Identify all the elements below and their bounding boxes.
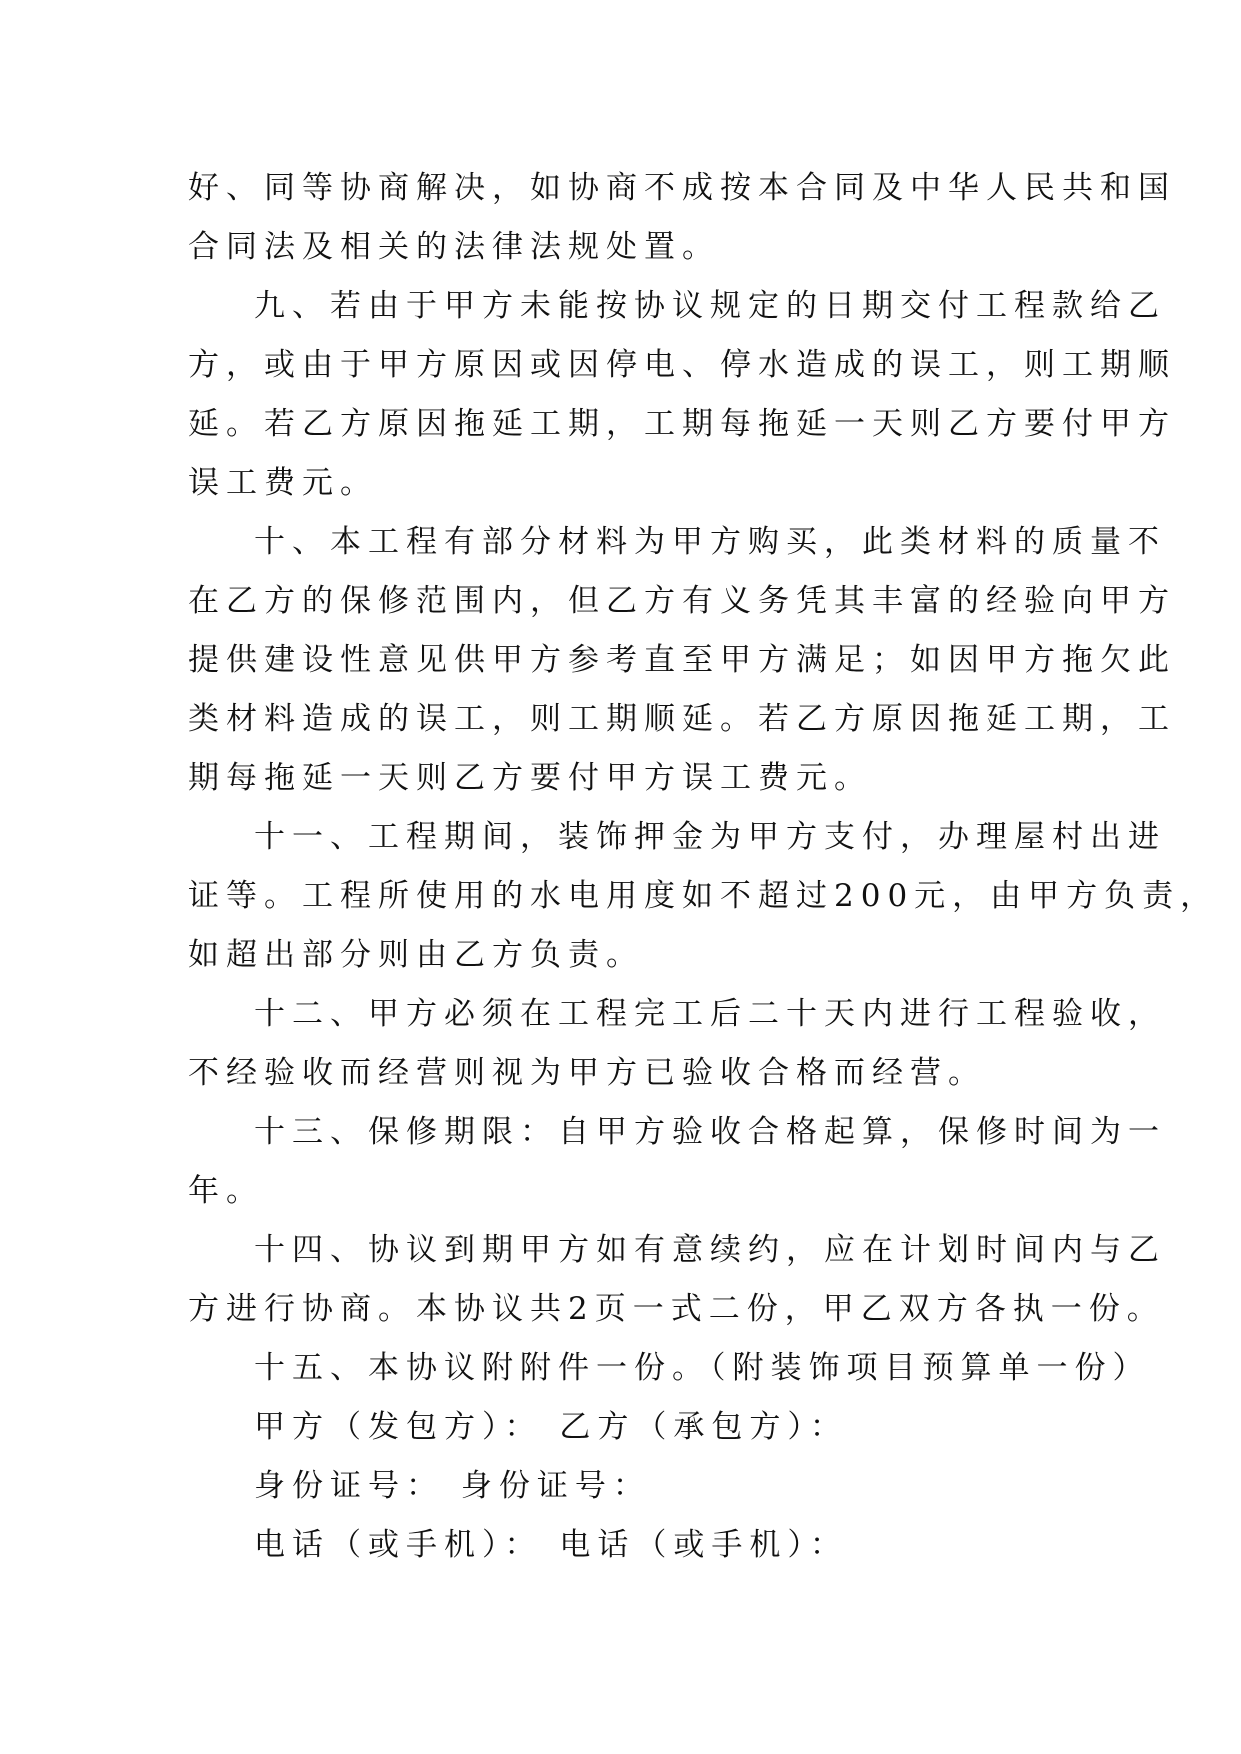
text-line: 电话（或手机）： 电话（或手机）： — [254, 1527, 848, 1563]
text-line: 类材料造成的误工，则工期顺延。若乙方原因拖延工期，工 — [188, 701, 1176, 737]
paragraph-p10 — [188, 513, 1176, 808]
text-line: 十三、保修期限：自甲方验收合格起算，保修时间为一 — [254, 1114, 1166, 1150]
text-line: 甲方（发包方）： 乙方（承包方）： — [254, 1409, 848, 1445]
paragraph-p15 — [188, 1339, 1151, 1398]
text-line: 方进行协商。本协议共2页一式二份，甲乙双方各执一份。 — [188, 1291, 1165, 1327]
text-line: 误工费元。 — [188, 465, 378, 501]
text-line: 如超出部分则由乙方负责。 — [188, 937, 644, 973]
paragraph-p13 — [188, 1103, 1166, 1221]
text-line: 好、同等协商解决，如协商不成按本合同及中华人民共和国 — [188, 170, 1176, 206]
paragraph-p8-cont — [188, 159, 1176, 277]
text-line: 十一、工程期间，装饰押金为甲方支付，办理屋村出进 — [254, 819, 1166, 855]
text-line: 九、若由于甲方未能按协议规定的日期交付工程款给乙 — [254, 288, 1166, 324]
text-line: 十、本工程有部分材料为甲方购买，此类材料的质量不 — [254, 524, 1166, 560]
text-line: 延。若乙方原因拖延工期，工期每拖延一天则乙方要付甲方 — [188, 406, 1176, 442]
paragraph-sig-party — [188, 1398, 1056, 1457]
text-line: 期每拖延一天则乙方要付甲方误工费元。 — [188, 760, 872, 796]
text-line: 年。 — [188, 1173, 264, 1209]
text-line: 在乙方的保修范围内，但乙方有义务凭其丰富的经验向甲方 — [188, 583, 1176, 619]
text-line: 十四、协议到期甲方如有意续约，应在计划时间内与乙 — [254, 1232, 1166, 1268]
paragraph-p12 — [188, 985, 1166, 1103]
text-line: 十二、甲方必须在工程完工后二十天内进行工程验收， — [254, 996, 1166, 1032]
paragraph-sig-phone — [188, 1516, 1056, 1575]
text-line: 合同法及相关的法律法规处置。 — [188, 229, 720, 265]
document-body — [188, 159, 1219, 1575]
text-line: 十五、本协议附附件一份。（附装饰项目预算单一份） — [254, 1350, 1151, 1386]
text-line: 身份证号： 身份证号： — [254, 1468, 651, 1504]
text-line: 证等。工程所使用的水电用度如不超过200元，由甲方负责， — [188, 878, 1219, 914]
text-line: 提供建设性意见供甲方参考直至甲方满足；如因甲方拖欠此 — [188, 642, 1176, 678]
paragraph-p9 — [188, 277, 1176, 513]
text-line: 方，或由于甲方原因或因停电、停水造成的误工，则工期顺 — [188, 347, 1176, 383]
text-line: 不经验收而经营则视为甲方已验收合格而经营。 — [188, 1055, 986, 1091]
paragraph-sig-id — [188, 1457, 1056, 1516]
paragraph-p11 — [188, 808, 1219, 985]
paragraph-p14 — [188, 1221, 1166, 1339]
